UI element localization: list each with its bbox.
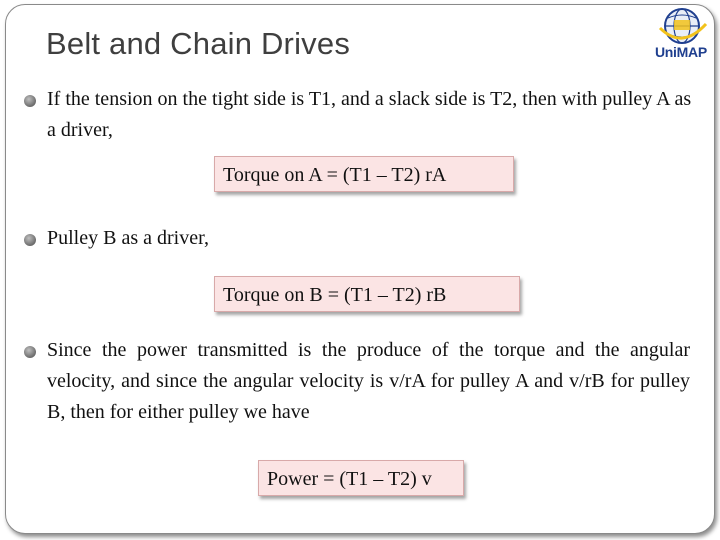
bullet-icon xyxy=(24,234,36,246)
slide-title: Belt and Chain Drives xyxy=(46,26,351,61)
bullet-icon xyxy=(24,95,36,107)
bullet-text: Pulley B as a driver, xyxy=(47,227,209,249)
bullet-icon xyxy=(24,346,36,358)
bullet-text: If the tension on the tight side is T1, and a slack side is T2, then with pulley A as a driver, xyxy=(47,88,692,141)
bullet-text: Since the power transmitted is the produce of the torque and the angular velocity, and since the angular velocity is v/rA for pulley A and v/rB for pulley B, then for either pulley we have xyxy=(47,339,690,423)
equation-box: Torque on B = (T1 – T2) rB xyxy=(214,276,520,312)
logo-text: UniMAP xyxy=(655,44,707,60)
equation-box: Torque on A = (T1 – T2) rA xyxy=(214,156,514,192)
equation-box: Power = (T1 – T2) v xyxy=(258,460,464,496)
